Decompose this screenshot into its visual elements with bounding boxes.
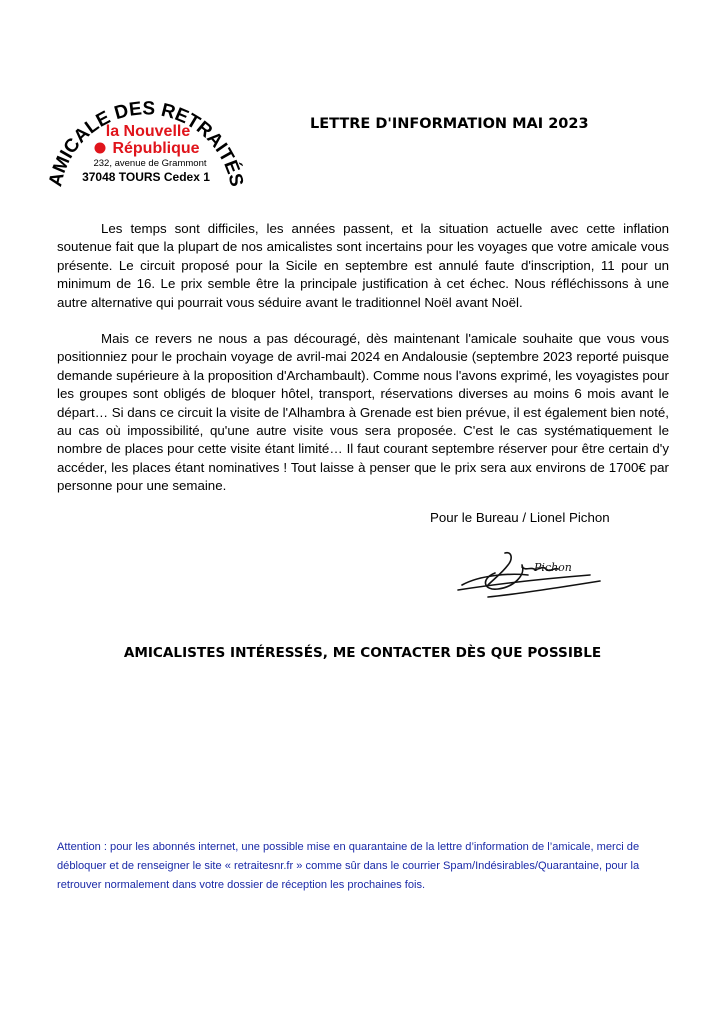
logo-address: 232, avenue de Grammont — [93, 158, 207, 169]
letter-title: LETTRE D'INFORMATION MAI 2023 — [310, 116, 589, 132]
amicale-logo — [40, 64, 250, 194]
logo-brand-mark-icon — [95, 143, 106, 154]
paragraph-2: Mais ce revers ne nous a pas découragé, dès maintenant l'amicale souhaite que vous vous positionniez pour le prochain voyage de avril-mai 2024 en Andalousie (septembre 2023 reporté puisque demande supérieure à la proposition d'Archambault). Comme nous l'avons exprimé, les voyagistes pour les groupes sont obligés de bloquer hôtel, transport, réservations diverses au moins 6 mois avant le départ… Si dans ce circuit la visite de l'Alhambra à Grenade est bien prévue, il est également bien noté, au cas où impossibilité, qu'une autre visite vous sera proposée. C'est le cas systématiquement le nombre de places pour cette visite étant limité… Il faut courant septembre réserver pour être certain d'y accéder, les places étant nominatives ! Tout laisse à penser que le prix sera aux environs de 1700€ par personne pour une semaine. — [57, 331, 669, 494]
signature-name: Pichon — [534, 561, 572, 574]
handwritten-signature — [450, 545, 610, 610]
logo-brand-line1: la Nouvelle — [105, 123, 191, 140]
quarantine-notice: Attention : pour les abonnés internet, une possible mise en quarantaine de la lettre d’information de l’amicale, merci de débloquer et de renseigner le site « retraitesnr.fr » comme sûr dans le courrier Spam/Indésirables/Quarantaine, pour la retrouver normalement dans votre dossier de réception les prochaines fois. — [57, 841, 640, 891]
contact-callout: AMICALISTES INTÉRESSÉS, ME CONTACTER DÈS QUE POSSIBLE — [123, 645, 602, 661]
logo-city: 37048 TOURS Cedex 1 — [82, 170, 210, 184]
signature-label: Pour le Bureau / Lionel Pichon — [430, 510, 610, 525]
paragraph-1: Les temps sont difficiles, les années passent, et la situation actuelle avec cette inflation soutenue fait que la plupart de nos amicalistes sont incertains pour les voyages que votre amicale vous présente. Le circuit proposé pour la Sicile en septembre est annulé faute d'inscription, 11 pour un minimum de 16. Le prix semble être la principale justification à cet échec. Nous réfléchissons à une autre alternative qui pourrait vous séduire avant le traditionnel Noël avant Noël. — [57, 221, 669, 310]
logo-brand-line2: République — [112, 140, 200, 157]
logo-arc-text: AMICALE DES RETRAITÉS — [45, 98, 247, 189]
